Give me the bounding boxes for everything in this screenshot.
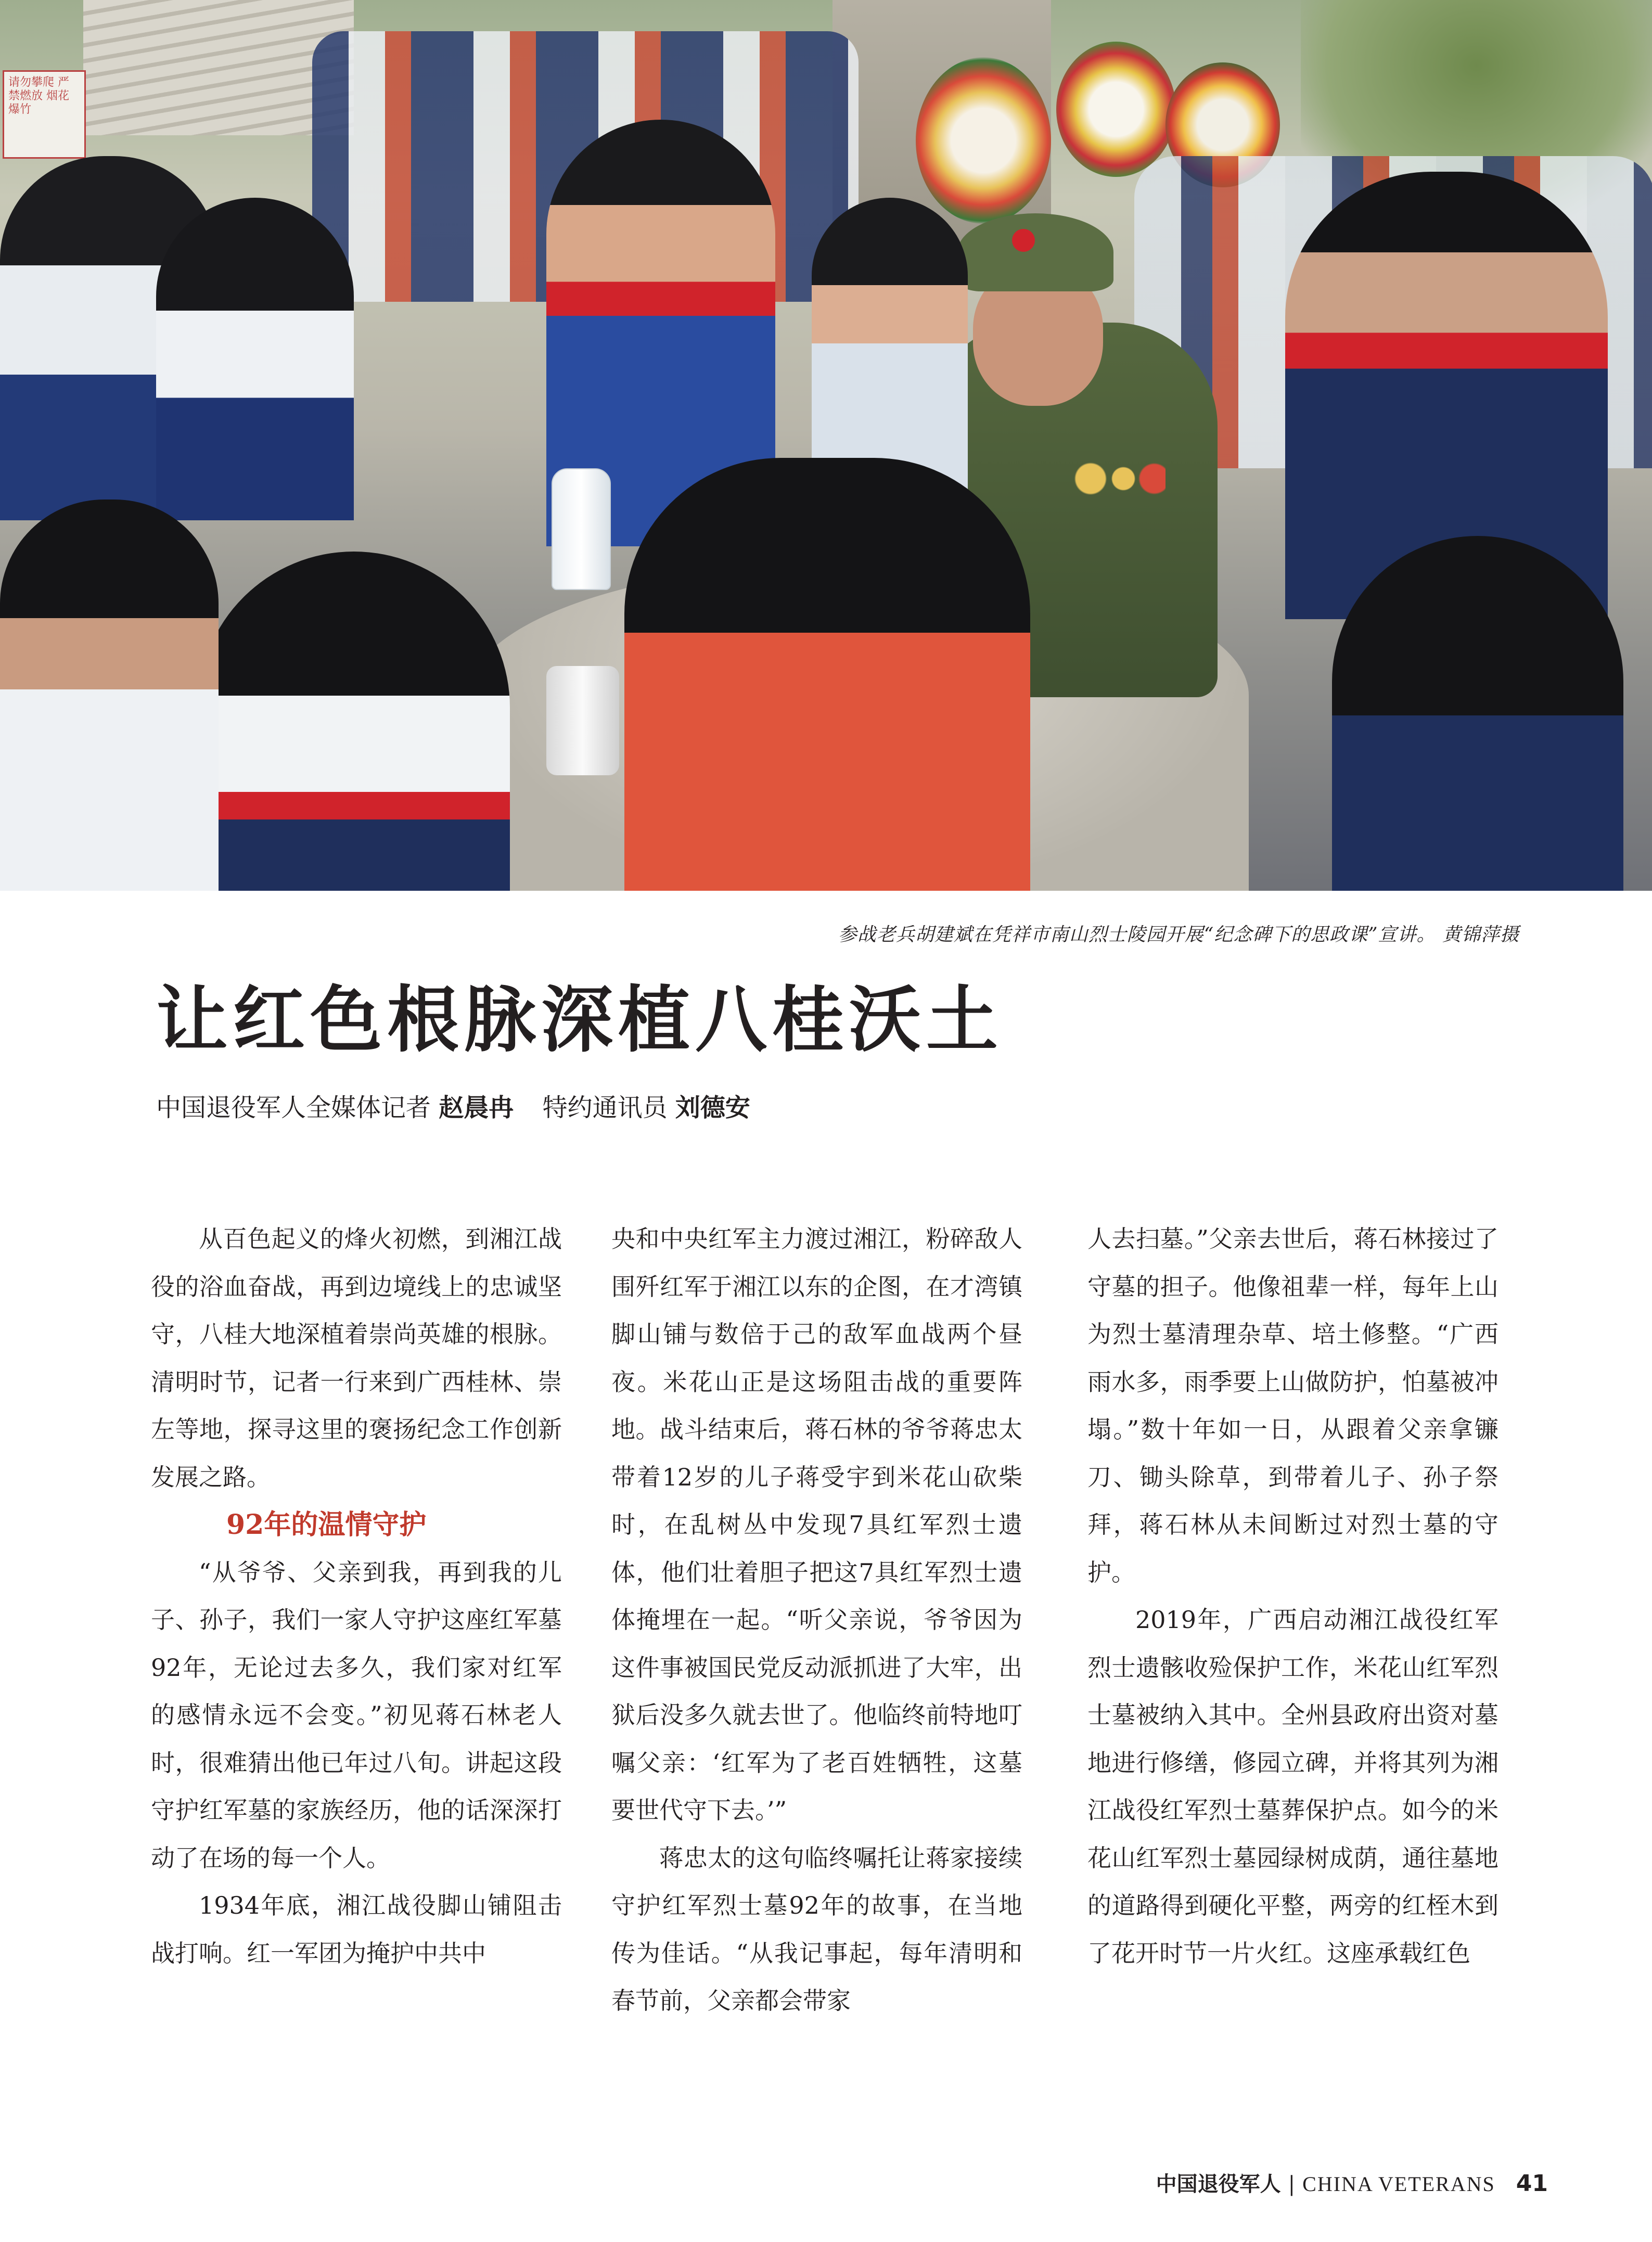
- thermos-bottle: [546, 666, 619, 775]
- byline: [156, 1087, 1509, 1123]
- byline-name-reporter: 赵晨冉: [439, 1093, 514, 1122]
- byline-role-reporter: 中国退役军人全媒体记者: [156, 1093, 431, 1122]
- student-figure: [0, 499, 219, 891]
- paragraph: “从爷爷、父亲到我，再到我的儿子、孙子，我们一家人守护这座红军墓92年，无论过去多久，我们家对红军的感情永远不会变。”初见蒋石林老人时，很难猜出他已年过八旬。讲起这段守护红军墓的家族经历，他的话深深打动了在场的每一个人。: [151, 1558, 562, 1872]
- flower-wreath: [1056, 42, 1176, 177]
- paragraph: 2019年，广西启动湘江战役红军烈士遗骸收殓保护工作，米花山红军烈士墓被纳入其中。全州县政府出资对墓地进行修缮，修园立碑，并将其列为湘江战役红军烈士墓葬保护点。如今的米花山红军烈士墓园绿树成荫，通往墓地的道路得到硬化平整，两旁的红桎木到了花开时节一片火红。这座承载红色: [1087, 1606, 1499, 1967]
- student-figure: [198, 552, 510, 891]
- footer-english-title: CHINA VETERANS: [1302, 2172, 1495, 2196]
- student-figure: [624, 458, 1030, 891]
- byline-role-correspondent: 特约通讯员: [542, 1093, 668, 1122]
- section-subhead: 92年的温情守护: [226, 1509, 427, 1541]
- byline-name-correspondent: 刘德安: [675, 1093, 750, 1122]
- article-title: 让红色根脉深植八桂沃土: [156, 978, 1004, 1062]
- paragraph: 1934年底，湘江战役脚山铺阻击战打响。红一军团为掩护中共中: [151, 1891, 562, 1967]
- footer-brand: 中国退役军人: [1156, 2172, 1281, 2196]
- paragraph: 从百色起义的烽火初燃，到湘江战役的浴血奋战，再到边境线上的忠诚坚守，八桂大地深植着崇尚英雄的根脉。清明时节，记者一行来到广西桂林、崇左等地，探寻这里的褒扬纪念工作创新发展之路。: [151, 1225, 562, 1491]
- veteran-cap: [957, 213, 1113, 291]
- page-number: 41: [1516, 2170, 1548, 2197]
- student-figure: [1332, 536, 1623, 891]
- text-column-1: [151, 1215, 562, 1977]
- photo-caption: 参战老兵胡建斌在凭祥市南山烈士陵园开展“纪念碑下的思政课”宣讲。 黄锦萍摄: [838, 924, 1519, 945]
- text-column-3: [1087, 1215, 1499, 1977]
- paragraph: 央和中央红军主力渡过湘江，粉碎敌人围歼红军于湘江以东的企图，在才湾镇脚山铺与数倍于己的敌军血战两个昼夜。米花山正是这场阻击战的重要阵地。战斗结束后，蒋石林的爷爷蒋忠太带着12岁的儿子蒋受宇到米花山砍柴时，在乱树丛中发现7具红军烈士遗体，他们壮着胆子把这7具红军烈士遗体掩埋在一起。“听父亲说，爷爷因为这件事被国民党反动派抓进了大牢，出狱后没多久就去世了。他临终前特地叮嘱父亲：‘红军为了老百姓牺牲，这墓要世代守下去。’”: [611, 1225, 1022, 1824]
- signboard: [3, 70, 86, 159]
- medals: [1072, 447, 1166, 510]
- red-star-badge: [1012, 229, 1035, 252]
- signboard-text: 请勿攀爬 严禁燃放 烟花爆竹: [8, 76, 69, 116]
- flower-wreath: [916, 57, 1051, 224]
- student-figure: [812, 198, 968, 489]
- text-column-2: [611, 1215, 1022, 2025]
- page-footer: [1156, 2168, 1548, 2197]
- paragraph: 人去扫墓。”父亲去世后，蒋石林接过了守墓的担子。他像祖辈一样，每年上山为烈士墓清理杂草、培土修整。“广西雨水多，雨季要上山做防护，怕墓被冲塌。”数十年如一日，从跟着父亲拿镰刀、锄头除草，到带着儿子、孙子祭拜，蒋石林从未间断过对烈士墓的守护。: [1087, 1225, 1499, 1586]
- water-bottle: [552, 468, 611, 590]
- article-photo: [0, 0, 1652, 891]
- student-figure: [156, 198, 354, 520]
- footer-separator: |: [1288, 2172, 1296, 2196]
- paragraph: 蒋忠太的这句临终嘱托让蒋家接续守护红军烈士墓92年的故事，在当地传为佳话。“从我记事起，每年清明和春节前，父亲都会带家: [611, 1843, 1022, 2015]
